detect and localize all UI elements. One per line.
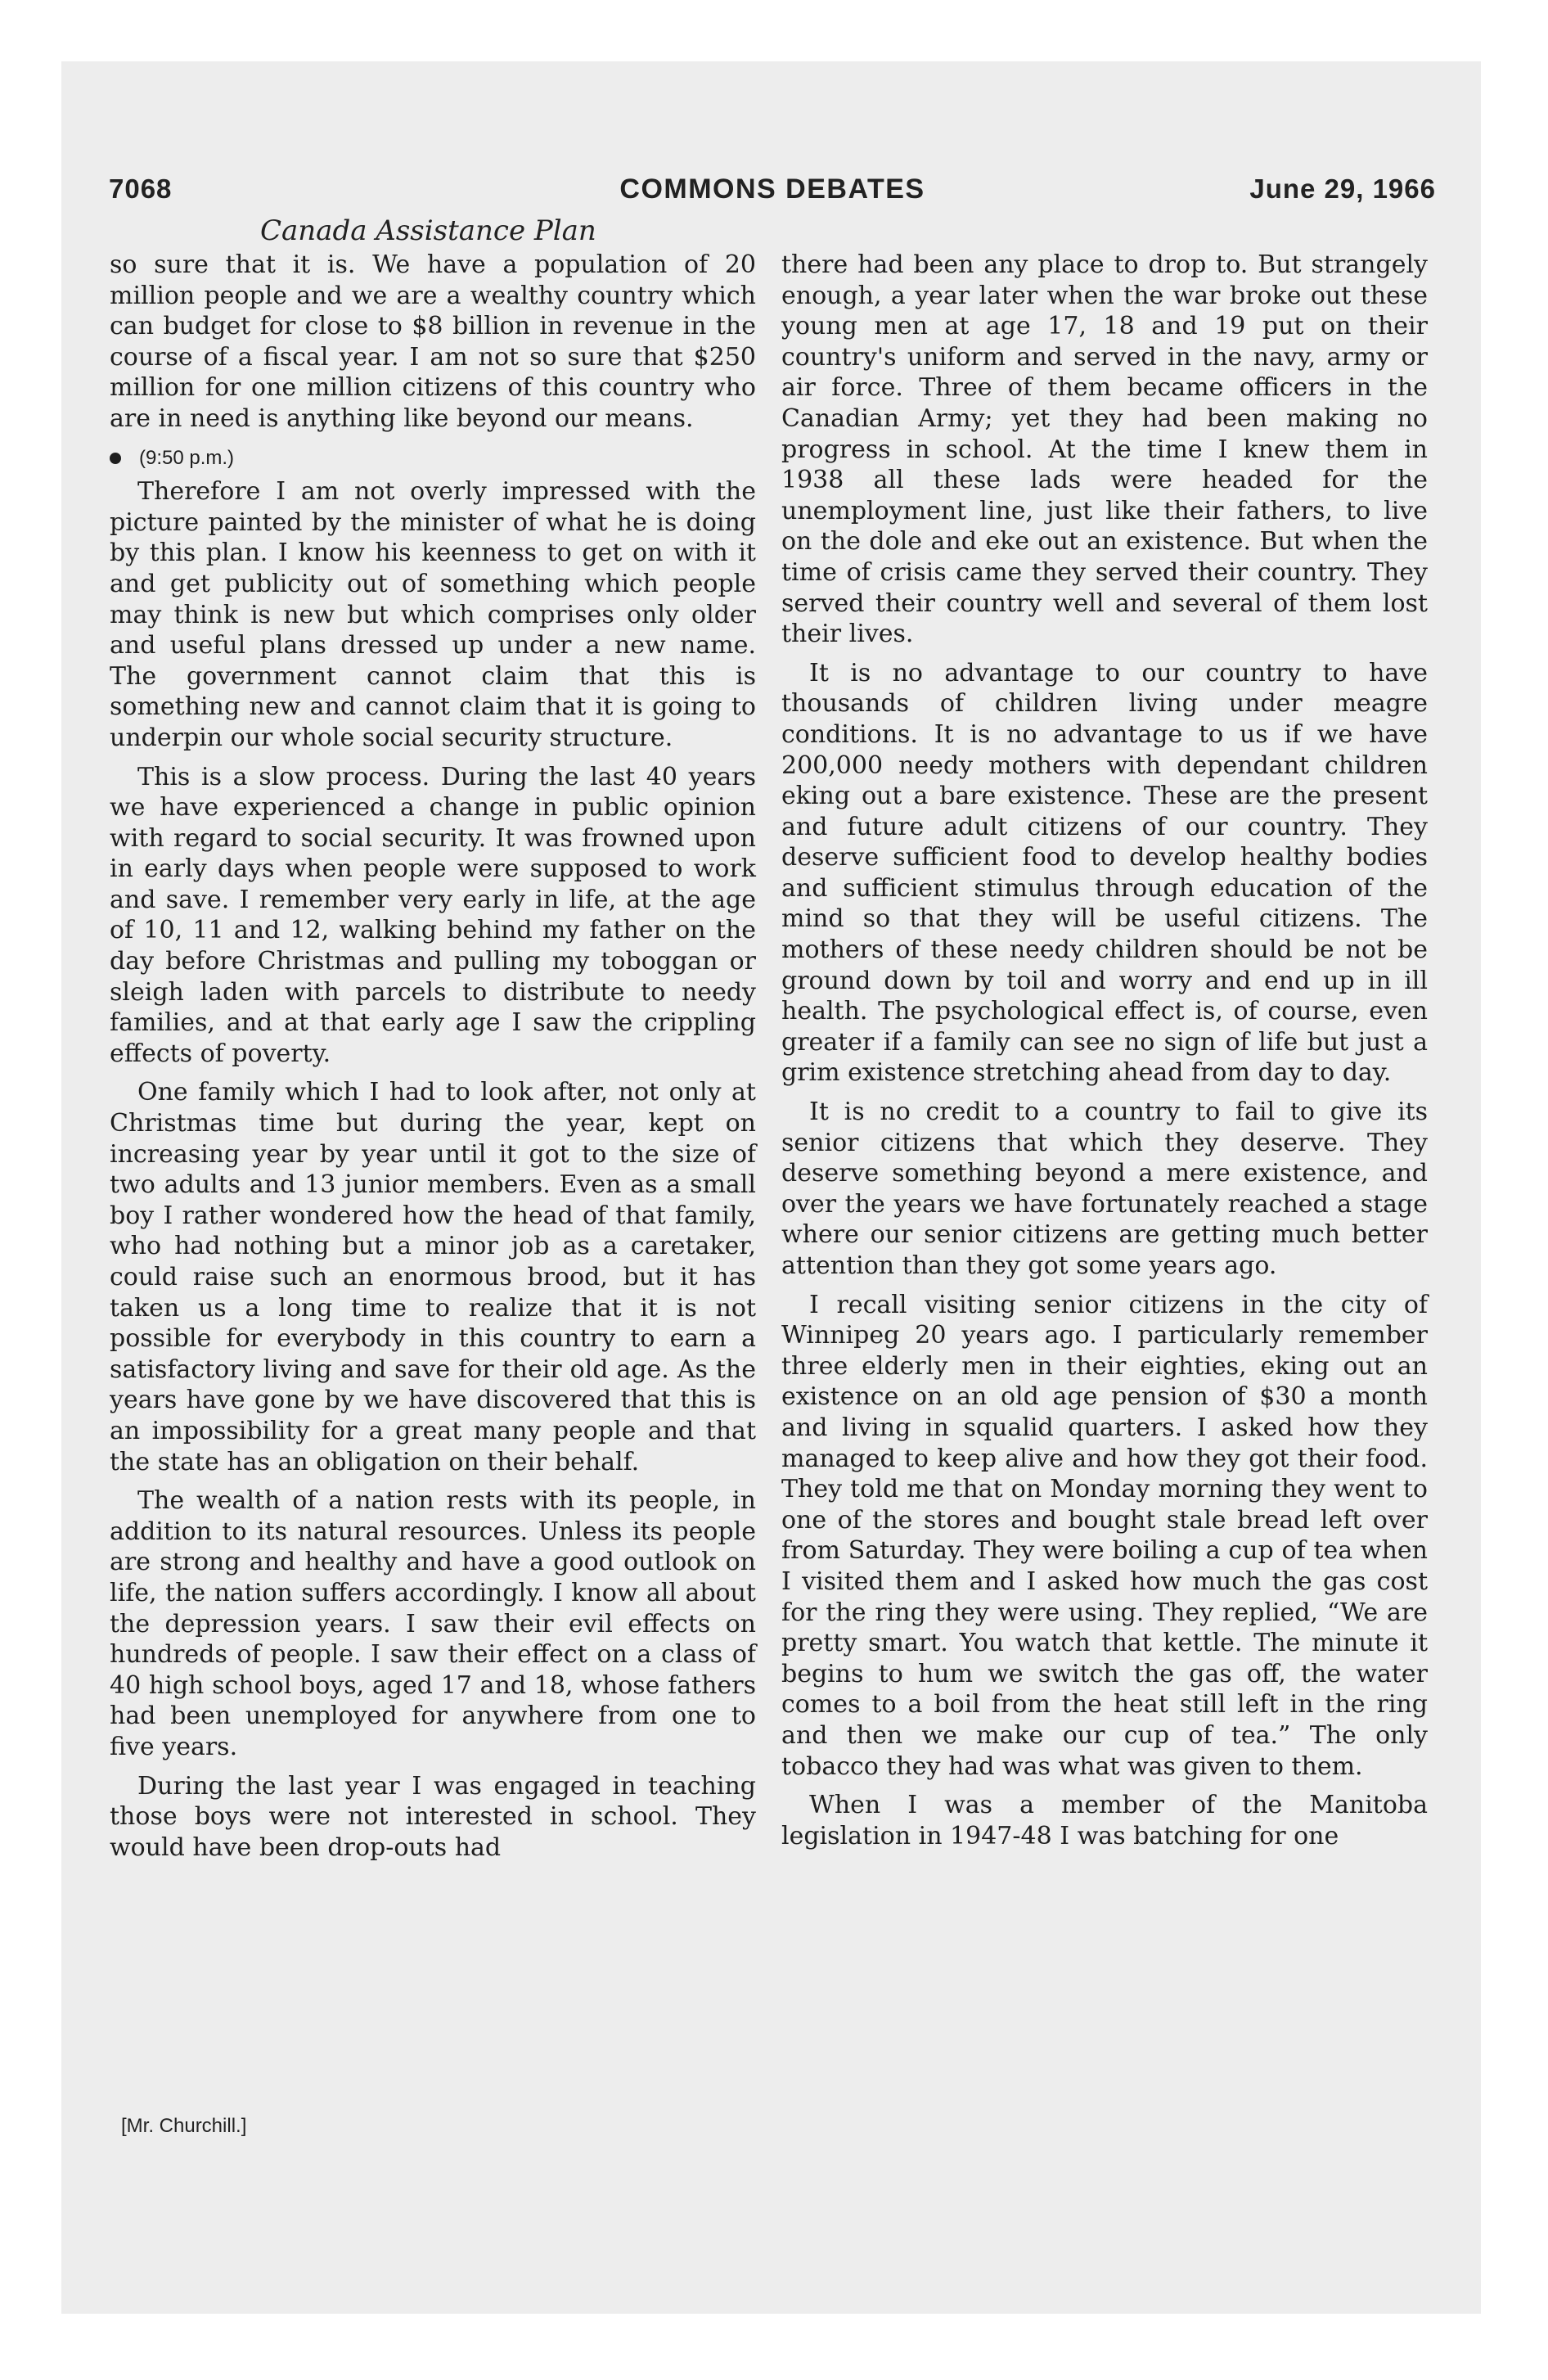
- page-header: [109, 174, 1436, 214]
- paragraph: Therefore I am not overly impressed with the picture painted by the minister of what he is doing by this plan. I know his keenness to get on with it and get publicity out of something which people may think is new but which comprises only older and useful plans dressed up under a new name. The government cannot claim that this is something new and cannot claim that it is going to underpin our whole social security structure.: [110, 477, 756, 752]
- paragraph: so sure that it is. We have a population of 20 million people and we are a wealthy country which can budget for close to $8 billion in revenue in the course of a fiscal year. I am not so sure that $250 million for one million citizens of this country who are in need is anything like beyond our means.: [110, 250, 756, 433]
- paragraph: When I was a member of the Manitoba legislation in 1947-48 I was batching for one: [781, 1791, 1428, 1850]
- publication-title: COMMONS DEBATES: [619, 174, 925, 205]
- page-date: June 29, 1966: [1249, 174, 1436, 204]
- paragraph: I recall visiting senior citizens in the city of Winnipeg 20 years ago. I particularly remember three elderly men in their eighties, eking out an existence on an old age pension of $30 a month and living in squalid quarters. I asked how they managed to keep alive and how they got their food. They told me that on Monday morning they went to one of the stores and bought stale bread left over from Saturday. They were boiling a cup of tea when I visited them and I asked how much the gas cost for the ring they were using. They replied, “We are pretty smart. You watch that kettle. The minute it begins to hum we switch the gas off, the water comes to a boil from the heat still left in the ring and then we make our cup of tea.” The only tobacco they had was what was given to them.: [781, 1290, 1428, 1781]
- time-marker: [110, 443, 756, 474]
- right-column: [781, 250, 1428, 1859]
- speaker-footer: [Mr. Churchill.]: [121, 2115, 247, 2137]
- paragraph: It is no advantage to our country to have thousands of children living under meagre conditions. It is no advantage to us if we have 200,000 needy mothers with dependant children eking out a bare existence. These are the present and future adult citizens of our country. They deserve sufficient food to develop healthy bodies and sufficient stimulus through education of the mind so that they will be useful citizens. The mothers of these needy children should be not be ground down by toil and worry and end up in ill health. The psychological effect is, of course, even greater if a family can see no sign of life but just a grim existence stretching ahead from day to day.: [781, 658, 1428, 1088]
- paragraph: there had been any place to drop to. But strangely enough, a year later when the war broke out these young men at age 17, 18 and 19 put on their country's uniform and served in the navy, army or air force. Three of them became officers in the Canadian Army; yet they had been making no progress in school. At the time I knew them in 1938 all these lads were headed for the unemployment line, just like their fathers, to live on the dole and eke out an existence. But when the time of crisis came they served their country. They served their country well and several of them lost their lives.: [781, 250, 1428, 649]
- page-number: 7068: [109, 174, 173, 204]
- paragraph: The wealth of a nation rests with its people, in addition to its natural resources. Unless its people are strong and healthy and have a good outlook on life, the nation suffers accordingly. I know all about the depression years. I saw their evil effects on hundreds of people. I saw their effect on a class of 40 high school boys, aged 17 and 18, whose fathers had been unemployed for anywhere from one to five years.: [110, 1486, 756, 1761]
- paragraph: This is a slow process. During the last 40 years we have experienced a change in public opinion with regard to social security. It was frowned upon in early days when people were supposed to work and save. I remember very early in life, at the age of 10, 11 and 12, walking behind my father on the day before Christmas and pulling my toboggan or sleigh laden with parcels to distribute to needy families, and at that early age I saw the crippling effects of poverty.: [110, 762, 756, 1068]
- paragraph: One family which I had to look after, not only at Christmas time but during the year, kept on increasing year by year until it got to the size of two adults and 13 junior members. Even as a small boy I rather wondered how the head of that family, who had nothing but a minor job as a caretaker, could raise such an enormous brood, but it has taken us a long time to realize that it is not possible for everybody in this country to earn a satisfactory living and save for their old age. As the years have gone by we have discovered that this is an impossibility for a great many people and that the state has an obligation on their behalf.: [110, 1078, 756, 1476]
- section-title: Canada Assistance Plan: [260, 214, 596, 247]
- paragraph: It is no credit to a country to fail to give its senior citizens that which they deserve. They deserve something beyond a mere existence, and over the years we have fortunately reached a stage where our senior citizens are getting much better attention than they got some years ago.: [781, 1098, 1428, 1280]
- time-marker-text: (9:50 p.m.): [139, 446, 235, 469]
- bullet-icon: [110, 453, 121, 464]
- paragraph: During the last year I was engaged in teaching those boys were not interested in school. They would have been drop-outs had: [110, 1771, 756, 1862]
- left-column: [110, 250, 756, 1871]
